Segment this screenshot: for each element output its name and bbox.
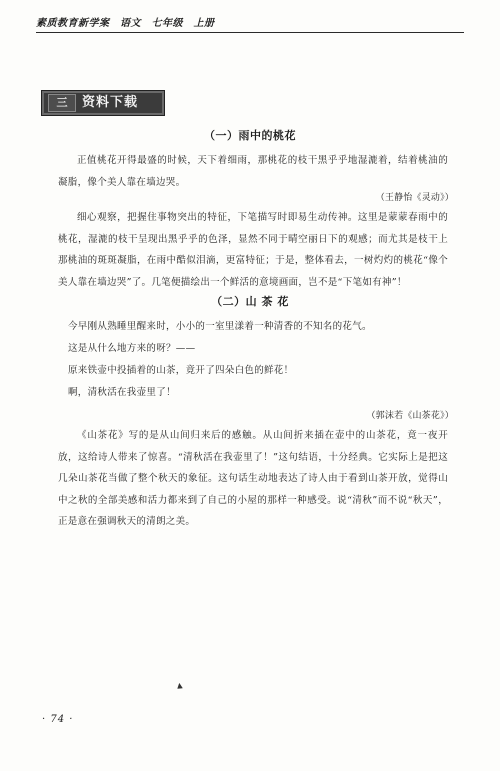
part2-heading: （二）山 茶 花 [211, 295, 289, 308]
poem-line-4: 啊，清秋活在我壶里了！ [68, 387, 176, 398]
section-title: 资料下载 [82, 95, 139, 110]
part2-source: （郭沫若《山茶花》） [366, 411, 454, 421]
running-header [36, 10, 464, 33]
page-number: · 74 · [42, 714, 74, 725]
header-text: 素质教育新学案 语文 七年级 上册 [36, 18, 215, 29]
poem-line-1: 今早刚从熟睡里醒来时，小小的一室里漾着一种清香的不知名的花气。 [68, 321, 372, 332]
part1-commentary: 细心观察，把握住事物突出的特征，下笔描写时即易生动传神。这里是蒙蒙春雨中的桃花，湿漉的枝干呈现出黑乎乎的色泽，显然不同于晴空丽日下的观感；而尤其是枝干上那桃油的斑斑凝脂，在雨中酷似泪滴，更富特征；于是，整体看去，一树灼灼的桃花“像个美人靠在墙边哭”了。几笔便描绘出一个鲜活的意境画面，岂不是“下笔如有神”！ [58, 212, 448, 288]
part1-source: （王静怡《灵动》） [375, 193, 454, 203]
poem-line-3: 原来铁壶中投插着的山茶，竟开了四朵白色的鲜花！ [68, 365, 294, 376]
part1-quote: 正值桃花开得最盛的时候，天下着细雨，那桃花的枝干黑乎乎地湿漉着，结着桃油的凝脂，像个美人靠在墙边哭。 [58, 155, 448, 188]
print-speck [176, 683, 184, 691]
part2-commentary: 《山茶花》写的是从山间归来后的感触。从山间折来插在壶中的山茶花，竟一夜开放，这给诗人带来了惊喜。“清秋活在我壶里了！”这句结语，十分经典。它实际上是把这几朵山茶花当做了整个秋天的象征。这句话生动地表达了诗人由于看到山茶开放，觉得山中之秋的全部美感和活力都来到了自己的小屋的那样一种感受。说“清秋”而不说“秋天”，正是意在强调秋天的清朗之美。 [58, 430, 448, 527]
part1-heading: （一）雨中的桃花 [204, 129, 296, 142]
poem-line-2: 这是从什么地方来的呀？—— [68, 343, 196, 354]
section-number: 三 [48, 94, 76, 112]
section-banner [41, 90, 165, 116]
